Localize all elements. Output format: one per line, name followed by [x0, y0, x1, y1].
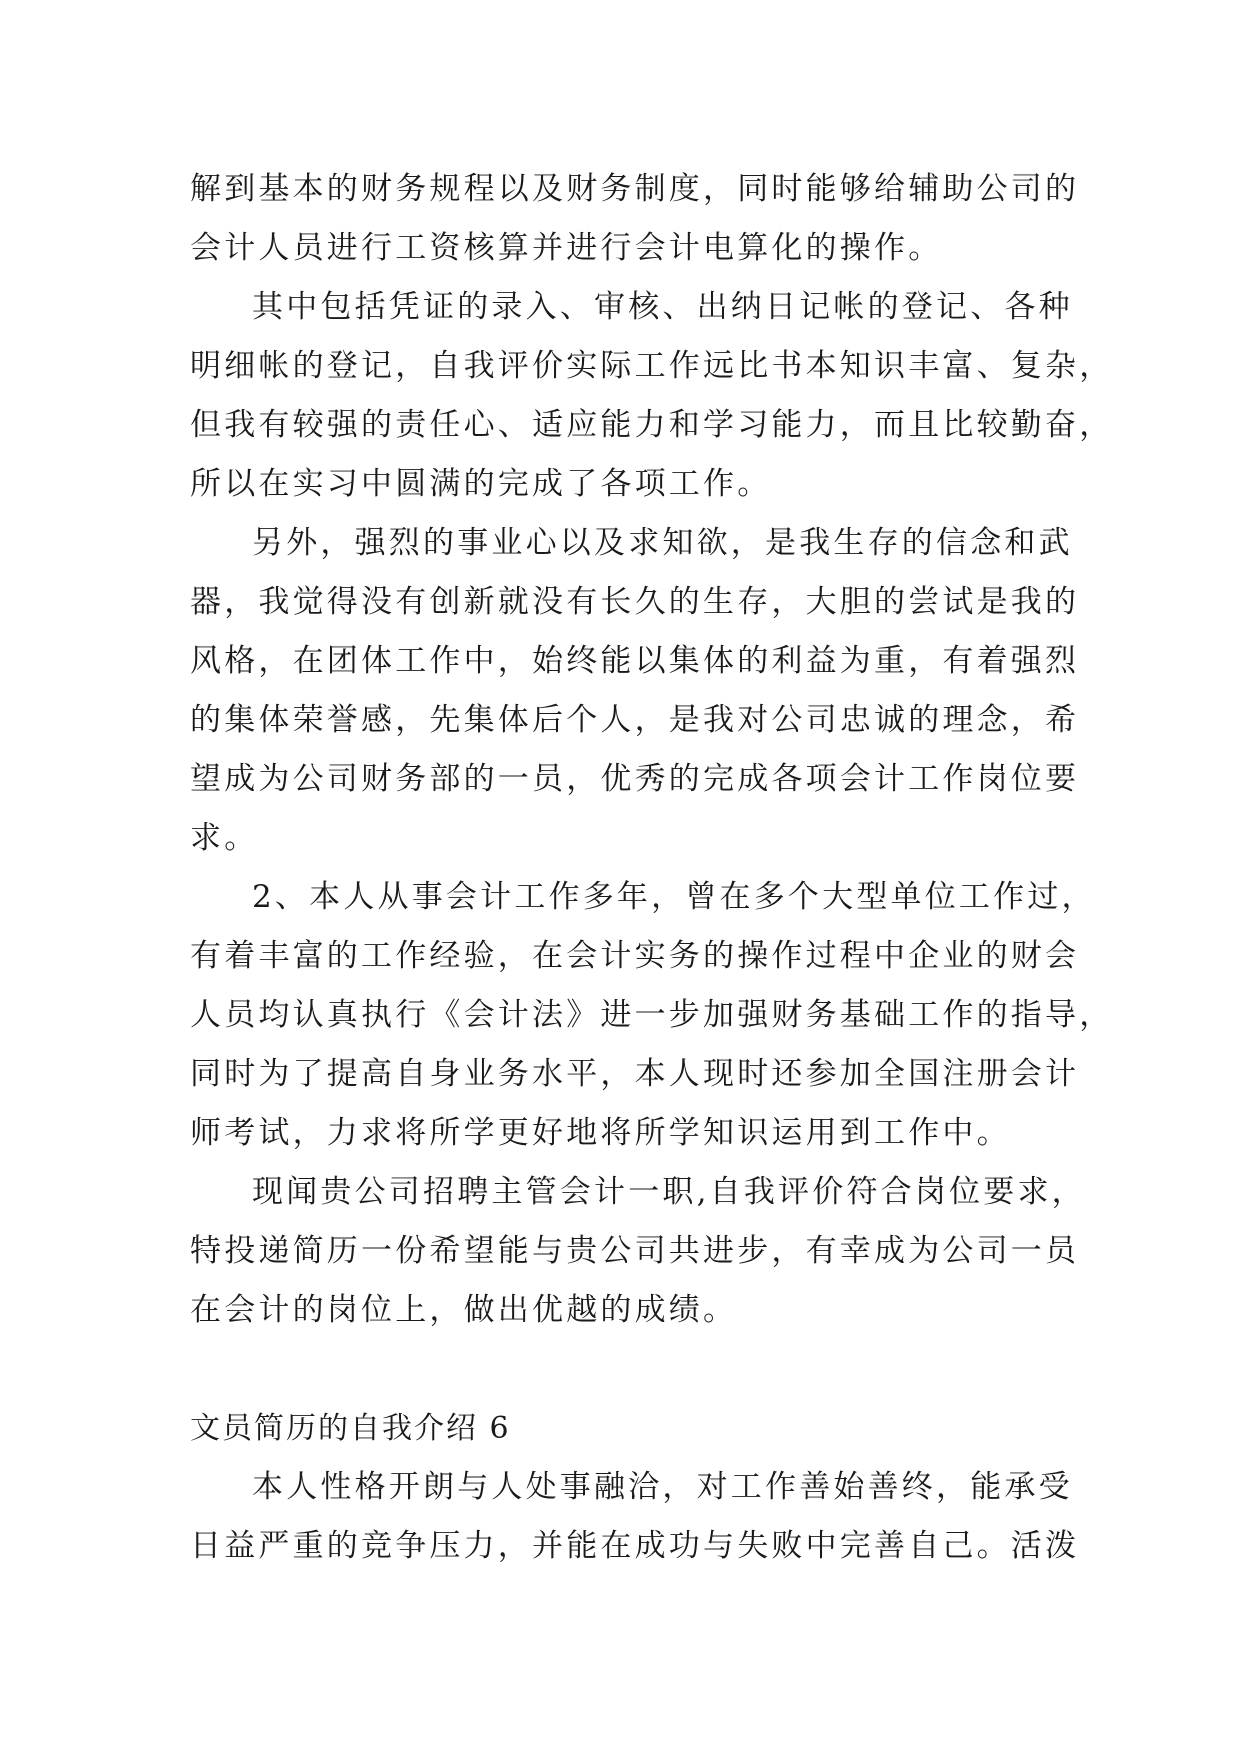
text-line: 的集体荣誉感，先集体后个人，是我对公司忠诚的理念，希	[190, 702, 1080, 738]
text-line: 人员均认真执行《会计法》进一步加强财务基础工作的指导，	[190, 997, 1114, 1033]
text-line: 求。	[190, 820, 259, 856]
text-line: 在会计的岗位上，做出优越的成绩。	[190, 1292, 738, 1328]
text-line: 器，我觉得没有创新就没有长久的生存，大胆的尝试是我的	[190, 584, 1080, 620]
document-body	[190, 160, 1114, 1576]
text-line: 同时为了提高自身业务水平，本人现时还参加全国注册会计	[190, 1056, 1080, 1092]
paragraph-ambition	[190, 514, 1080, 868]
section-heading: 文员简历的自我介绍 6	[190, 1411, 511, 1446]
paragraph-voucher-work	[190, 278, 1114, 514]
text-line: 特投递简历一份希望能与贵公司共进步，有幸成为公司一员	[190, 1233, 1080, 1269]
text-line: 日益严重的竞争压力，并能在成功与失败中完善自己。活泼	[190, 1528, 1080, 1564]
paragraph-personality	[190, 1458, 1080, 1576]
text-line: 其中包括凭证的录入、审核、出纳日记帐的登记、各种	[252, 289, 1073, 325]
text-line: 有着丰富的工作经验，在会计实务的操作过程中企业的财会	[190, 938, 1080, 974]
paragraph-application	[190, 1163, 1086, 1340]
text-line: 2、本人从事会计工作多年，曾在多个大型单位工作过，	[252, 879, 1096, 915]
text-line: 但我有较强的责任心、适应能力和学习能力，而且比较勤奋，	[190, 407, 1114, 443]
text-line: 现闻贵公司招聘主管会计一职,自我评价符合岗位要求，	[252, 1174, 1086, 1210]
text-line: 会计人员进行工资核算并进行会计电算化的操作。	[190, 230, 943, 266]
text-line: 解到基本的财务规程以及财务制度，同时能够给辅助公司的	[190, 171, 1080, 207]
text-line: 本人性格开朗与人处事融洽，对工作善始善终，能承受	[252, 1469, 1073, 1505]
text-line: 另外，强烈的事业心以及求知欲，是我生存的信念和武	[252, 525, 1073, 561]
text-line: 所以在实习中圆满的完成了各项工作。	[190, 466, 772, 502]
paragraph-experience	[190, 868, 1114, 1163]
text-line: 师考试，力求将所学更好地将所学知识运用到工作中。	[190, 1115, 1011, 1151]
text-line: 望成为公司财务部的一员，优秀的完成各项会计工作岗位要	[190, 761, 1080, 797]
text-line: 明细帐的登记，自我评价实际工作远比书本知识丰富、复杂，	[190, 348, 1114, 384]
paragraph-continuation	[190, 160, 1080, 278]
text-line: 风格，在团体工作中，始终能以集体的利益为重，有着强烈	[190, 643, 1080, 679]
section-gap	[190, 1340, 1070, 1399]
